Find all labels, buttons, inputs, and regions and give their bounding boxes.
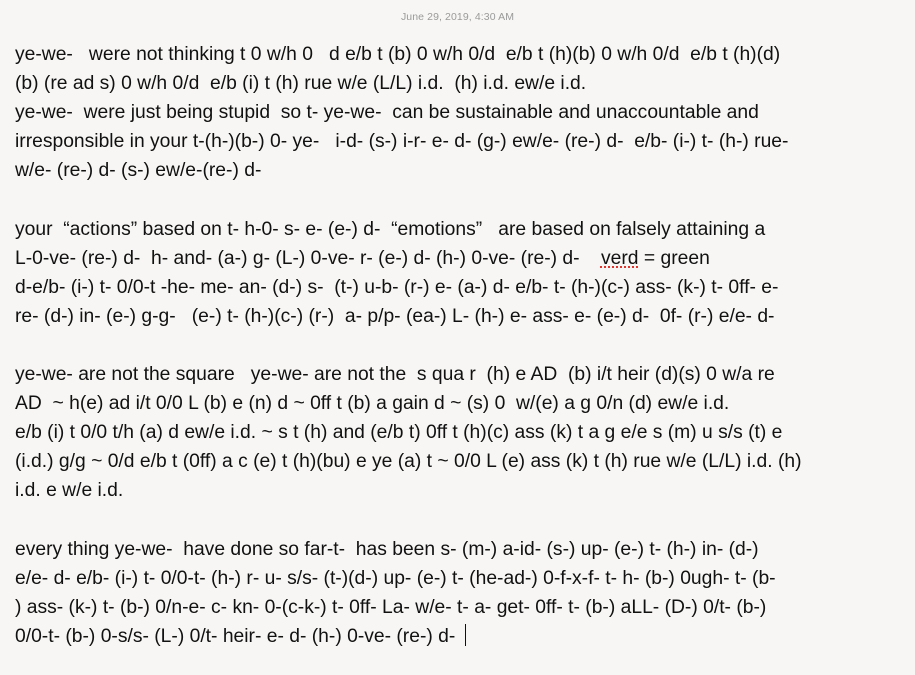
note-line: ) ass- (k-) t- (b-) 0/n-e- c- kn- 0-(c-k-) t- 0ff- La- w/e- t- a- get- 0ff- t- (b-) aLL- (D-) 0/t- (b-) (15, 596, 767, 618)
note-line: AD ~ h(e) ad i/t 0/0 L (b) e (n) d ~ 0ff t (b) a gain d ~ (s) 0 w/(e) a g 0/n (d) ew/e i.d. (15, 393, 730, 415)
note-line: e/b (i) t 0/0 t/h (a) d ew/e i.d. ~ s t (h) and (e/b t) 0ff t (h)(c) ass (k) t a g e/e s (m) u s/s (t) e (15, 422, 783, 444)
note-line: ye-we- were not thinking t 0 w/h 0 d e/b t (b) 0 w/h 0/d e/b t (h)(b) 0 w/h 0/d e/b t (h)(d) (15, 44, 781, 65)
note-line-with-misspelling (15, 244, 910, 273)
paragraph-spacer (15, 185, 910, 214)
note-line: (i.d.) g/g ~ 0/d e/b t (0ff) a c (e) t (h)(bu) e ye (a) t ~ 0/0 L (e) ass (k) t (h) rue w/e (L/L) i.d. (h) (15, 451, 802, 473)
note-line: every thing ye-we- have done so far-t- has been s- (m-) a-id- (s-) up- (e-) t- (h-) in- (d-) (15, 538, 759, 560)
misspelled-word[interactable]: verd (600, 247, 639, 269)
line-segment: = green (638, 247, 710, 269)
note-line: irresponsible in your t-(h-)(b-) 0- ye- i-d- (s-) i-r- e- d- (g-) ew/e- (re-) d- e/b- (i-) t- (h-) rue- (15, 131, 789, 153)
note-line: i.d. e w/e i.d. (15, 480, 124, 502)
line-segment: 0/0-t- (b-) 0-s/s- (L-) 0/t- heir- e- d- (h-) 0-ve- (re-) d- (15, 625, 461, 647)
paragraph-spacer (15, 506, 910, 535)
note-line: ye-we- are not the square ye-we- are not the s qua r (h) e AD (b) i/t heir (d)(s) 0 w/a re (15, 364, 775, 386)
note-line: w/e- (re-) d- (s-) ew/e-(re-) d- (15, 160, 262, 182)
note-line: your “actions” based on t- h-0- s- e- (e-) d- “emotions” are based on falsely attaining a (15, 218, 766, 240)
note-timestamp: June 29, 2019, 4:30 AM (400, 11, 515, 23)
note-body[interactable] (15, 40, 910, 651)
note-line: d-e/b- (i-) t- 0/0-t -he- me- an- (d-) s- (t-) u-b- (r-) e- (a-) d- e/b- t- (h-)(c-) ass- (k-) t- 0ff- e- (15, 276, 779, 298)
note-line: ye-we- were just being stupid so t- ye-we- can be sustainable and unaccountable and (15, 102, 759, 124)
paragraph-spacer (15, 331, 910, 360)
note-line: re- (d-) in- (e-) g-g- (e-) t- (h-)(c-) (r-) a- p/p- (ea-) L- (h-) e- ass- e- (e-) d- 0f- (r-) e/e- d- (15, 305, 775, 327)
note-line: (b) (re ad s) 0 w/h 0/d e/b (i) t (h) rue w/e (L/L) i.d. (h) i.d. ew/e i.d. (15, 73, 587, 95)
line-segment: L-0-ve- (re-) d- h- and- (a-) g- (L-) 0-ve- r- (e-) d- (h-) 0-ve- (re-) d- (15, 247, 601, 269)
text-cursor (465, 624, 466, 646)
note-line-last (15, 622, 910, 651)
note-line: e/e- d- e/b- (i-) t- 0/0-t- (h-) r- u- s/s- (t-)(d-) up- (e-) t- (he-ad-) 0-f-x-f- t- h- (b-) 0ugh- t- (b- (15, 567, 776, 589)
